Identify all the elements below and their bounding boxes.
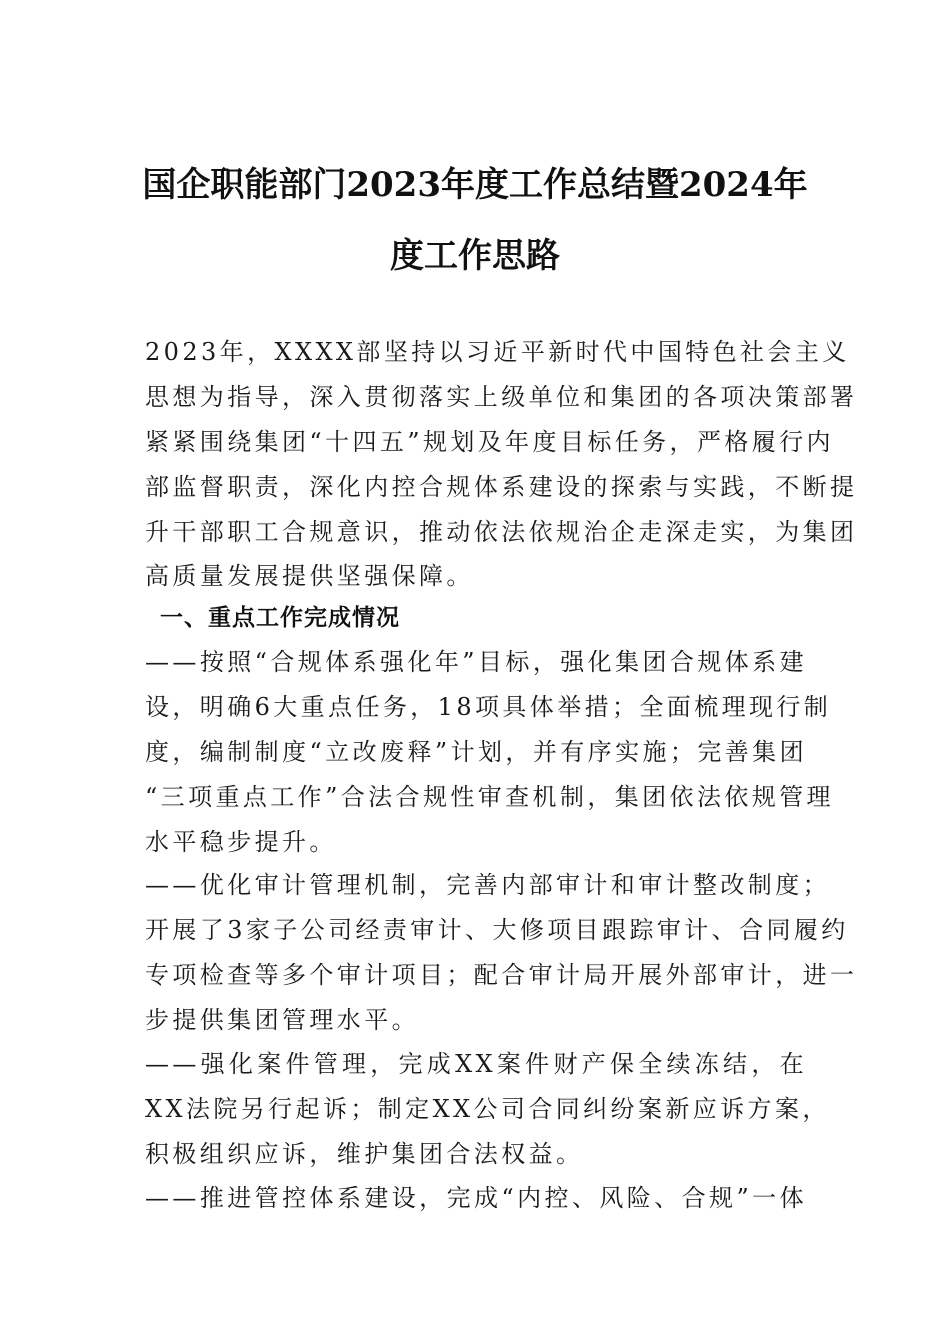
item-line: 设，明确6大重点任务，18项具体举措；全面梳理现行制 — [145, 693, 832, 721]
intro-line: 部监督职责，深化内控合规体系建设的探索与实践，不断提 — [145, 473, 858, 501]
item-line: ——强化案件管理，完成XX案件财产保全续冻结，在 — [145, 1050, 807, 1078]
document-title-line-1: 国企职能部门2023年度工作总结暨2024年 — [142, 165, 808, 205]
item-line: 开展了3家子公司经责审计、大修项目跟踪审计、合同履约 — [145, 916, 849, 944]
item-line: 步提供集团管理水平。 — [145, 1006, 419, 1034]
intro-line: 高质量发展提供坚强保障。 — [145, 562, 474, 590]
item-line: ——按照“合规体系强化年”目标，强化集团合规体系建 — [145, 648, 807, 676]
item-line: 积极组织应诉，维护集团合法权益。 — [145, 1140, 584, 1168]
item-line: ——推进管控体系建设，完成“内控、风险、合规”一体 — [145, 1184, 807, 1212]
intro-line: 升干部职工合规意识，推动依法依规治企走深走实，为集团 — [145, 518, 858, 546]
item-line: “三项重点工作”合法合规性审查机制，集团依法依规管理 — [145, 783, 834, 811]
item-line: 度，编制制度“立改废释”计划，并有序实施；完善集团 — [145, 738, 807, 766]
intro-line: 2023年，XXXX部坚持以习近平新时代中国特色社会主义 — [145, 338, 850, 366]
item-line: 水平稳步提升。 — [145, 828, 337, 856]
item-line: XX法院另行起诉；制定XX公司合同纠纷案新应诉方案， — [145, 1095, 830, 1123]
item-line: 专项检查等多个审计项目；配合审计局开展外部审计，进一 — [145, 961, 858, 989]
intro-line: 思想为指导，深入贯彻落实上级单位和集团的各项决策部署 — [145, 383, 858, 411]
item-line: ——优化审计管理机制，完善内部审计和审计整改制度； — [145, 871, 830, 899]
intro-line: 紧紧围绕集团“十四五”规划及年度目标任务，严格履行内 — [145, 428, 834, 456]
section-heading: 一、重点工作完成情况 — [160, 605, 400, 631]
document-title-line-2: 度工作思路 — [390, 236, 560, 276]
